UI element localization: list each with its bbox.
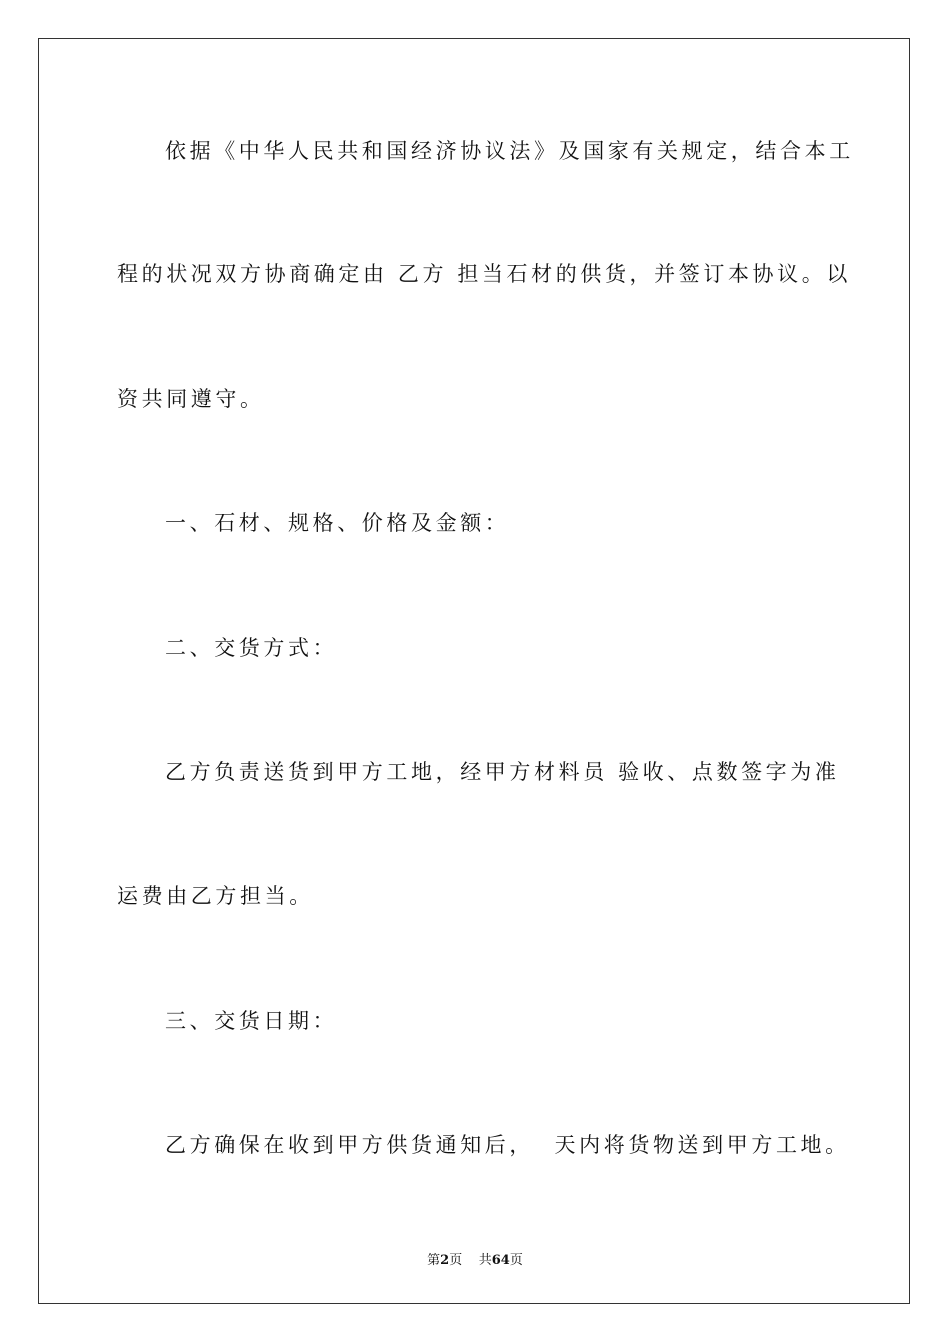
- paragraph-line-6: 乙方负责送货到甲方工地，经甲方材料员 验收、点数签字为准: [165, 760, 840, 784]
- page-border: [38, 38, 910, 1304]
- paragraph-line-3: 资共同遵守。: [117, 387, 265, 411]
- paragraph-line-2: 程的状况双方协商确定由 乙方 担当石材的供货，并签订本协议。以: [117, 262, 851, 286]
- section-heading-1: 一、石材、规格、价格及金额：: [165, 511, 510, 535]
- footer-total-pages: 64: [491, 1253, 510, 1268]
- section-heading-3: 三、交货日期：: [165, 1009, 338, 1033]
- footer-total-suffix: 页: [509, 1253, 523, 1268]
- section-heading-2: 二、交货方式：: [165, 636, 338, 660]
- paragraph-line-9: 乙方确保在收到甲方供货通知后， 天内将货物送到甲方工地。: [165, 1133, 850, 1157]
- footer-page-suffix: 页: [449, 1253, 463, 1268]
- paragraph-line-7: 运费由乙方担当。: [117, 884, 314, 908]
- page-footer: [0, 1249, 950, 1268]
- footer-page-prefix: 第: [427, 1253, 441, 1268]
- footer-page-number: 2: [440, 1253, 450, 1268]
- paragraph-line-1: 依据《中华人民共和国经济协议法》及国家有关规定，结合本工: [165, 139, 854, 163]
- footer-total-prefix: 共: [478, 1253, 492, 1268]
